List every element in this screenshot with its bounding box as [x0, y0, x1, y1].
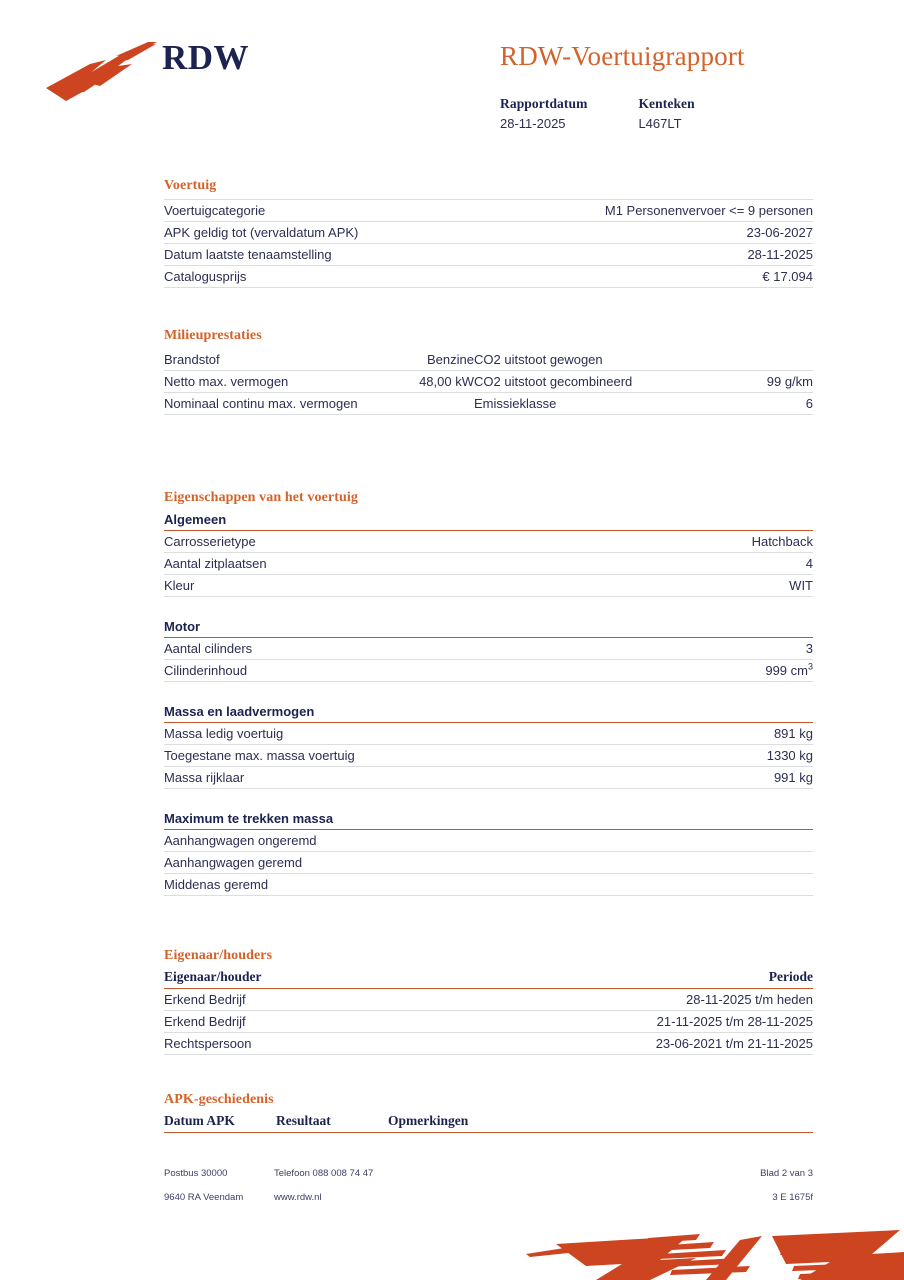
- row-label: Kleur: [164, 575, 489, 597]
- row-value-left: Benzine: [364, 349, 474, 371]
- column-header-apk-result: Resultaat: [276, 1113, 331, 1128]
- footer-form-code: 3 E 1675f: [772, 1192, 813, 1203]
- row-value-right: 6: [689, 393, 813, 415]
- section-title-eigenaren: Eigenaar/houders: [164, 948, 273, 963]
- properties-table: [164, 638, 813, 682]
- table-row: [164, 553, 813, 575]
- row-value: 3: [489, 638, 814, 660]
- row-label: Cilinderinhoud: [164, 660, 489, 682]
- subsection-title: Maximum te trekken massa: [164, 811, 334, 826]
- row-value: [489, 874, 814, 896]
- document-header: [0, 0, 904, 150]
- table-row: [164, 638, 813, 660]
- column-header-period: Periode: [768, 969, 813, 984]
- column-header-owner: Eigenaar/houder: [164, 969, 262, 984]
- table-row: [164, 222, 813, 244]
- row-value-right: 99 g/km: [689, 371, 813, 393]
- row-label-right: CO2 uitstoot gecombineerd: [474, 371, 689, 393]
- footer-line-2: [164, 1192, 813, 1216]
- section-eigenaren: [164, 948, 813, 1055]
- row-value-left: [364, 393, 474, 415]
- row-label: Toegestane max. massa voertuig: [164, 745, 489, 767]
- section-eigenschappen: [164, 490, 813, 896]
- row-value: 891 kg: [489, 723, 814, 745]
- page-title: RDW-Voertuigrapport: [500, 41, 745, 71]
- properties-table: [164, 830, 813, 896]
- row-value: 999 $cm^3$: [489, 660, 814, 682]
- row-value: [489, 830, 814, 852]
- table-row: [164, 660, 813, 682]
- table-row: [164, 989, 813, 1011]
- row-value: 28-11-2025: [489, 244, 814, 266]
- section-title-apk: APK-geschiedenis: [164, 1092, 274, 1107]
- column-header-apk-remarks: Opmerkingen: [388, 1113, 469, 1128]
- section-apk: [164, 1092, 813, 1133]
- row-label: Carrosserietype: [164, 531, 489, 553]
- footer-telephone: Telefoon 088 008 74 47: [274, 1168, 374, 1179]
- row-value: 4: [489, 553, 814, 575]
- table-row: [164, 874, 813, 896]
- eigenaren-column-headers: [164, 969, 813, 988]
- row-label: Aanhangwagen geremd: [164, 852, 489, 874]
- report-meta: [500, 96, 840, 131]
- table-row: [164, 767, 813, 789]
- owner-period: 28-11-2025 t/m heden: [489, 989, 814, 1011]
- row-value: 1330 kg: [489, 745, 814, 767]
- row-label: Aantal zitplaatsen: [164, 553, 489, 575]
- owner-name: Erkend Bedrijf: [164, 989, 489, 1011]
- footer-page-number: Blad 2 van 3: [760, 1168, 813, 1179]
- table-row: [164, 830, 813, 852]
- owner-name: Erkend Bedrijf: [164, 1011, 489, 1033]
- table-row: [164, 575, 813, 597]
- table-row: [164, 1033, 813, 1055]
- row-label: Massa rijklaar: [164, 767, 489, 789]
- footer-postbus: Postbus 30000: [164, 1168, 228, 1179]
- table-row: [164, 852, 813, 874]
- section-milieu: [164, 328, 813, 415]
- row-label: Datum laatste tenaamstelling: [164, 244, 489, 266]
- row-label: Massa ledig voertuig: [164, 723, 489, 745]
- table-row: [164, 349, 813, 371]
- row-value-left: 48,00 kW: [364, 371, 474, 393]
- table-row: [164, 244, 813, 266]
- section-title-voertuig: Voertuig: [164, 178, 217, 193]
- owner-period: 21-11-2025 t/m 28-11-2025: [489, 1011, 814, 1033]
- subsection-title: Algemeen: [164, 512, 227, 527]
- owner-period: 23-06-2021 t/m 21-11-2025: [489, 1033, 814, 1055]
- eigenaren-table: [164, 989, 813, 1055]
- row-label: Middenas geremd: [164, 874, 489, 896]
- voertuig-table: [164, 199, 813, 288]
- row-label: APK geldig tot (vervaldatum APK): [164, 222, 489, 244]
- owner-name: Rechtspersoon: [164, 1033, 489, 1055]
- row-label: Voertuigcategorie: [164, 200, 489, 222]
- footer-website: www.rdw.nl: [274, 1192, 322, 1203]
- table-row: [164, 531, 813, 553]
- table-row: [164, 266, 813, 288]
- rdw-wordmark: RDW: [162, 38, 250, 77]
- eigenschappen-groups: [164, 512, 813, 896]
- document-footer: [164, 1168, 813, 1216]
- table-row: [164, 393, 813, 415]
- row-label: Aanhangwagen ongeremd: [164, 830, 489, 852]
- properties-table: [164, 723, 813, 789]
- row-value: 991 kg: [489, 767, 814, 789]
- section-title-milieu: Milieuprestaties: [164, 328, 262, 343]
- row-label-right: CO2 uitstoot gewogen: [474, 349, 689, 371]
- section-title-eigenschappen: Eigenschappen van het voertuig: [164, 490, 358, 505]
- subsection-title: Massa en laadvermogen: [164, 704, 315, 719]
- eigenschappen-group: [164, 811, 813, 896]
- section-voertuig: [164, 178, 813, 288]
- row-value: € 17.094: [489, 266, 814, 288]
- report-date-block: [500, 96, 634, 131]
- decorative-stripes-graphic: [500, 1222, 904, 1280]
- row-value: [489, 852, 814, 874]
- table-row: [164, 1011, 813, 1033]
- license-plate-block: [638, 96, 694, 131]
- properties-table: [164, 531, 813, 597]
- rdw-feather-logo-icon: [44, 42, 162, 104]
- row-label-left: Nominaal continu max. vermogen: [164, 393, 364, 415]
- table-row: [164, 723, 813, 745]
- row-label-right: Emissieklasse: [474, 393, 689, 415]
- license-plate-value: L467LT: [638, 116, 682, 131]
- eigenschappen-group: [164, 619, 813, 682]
- table-row: [164, 371, 813, 393]
- table-row: [164, 200, 813, 222]
- footer-line-1: [164, 1168, 813, 1192]
- report-date-value: 28-11-2025: [500, 116, 566, 131]
- apk-header-rule: [164, 1132, 813, 1133]
- row-value-right: [689, 349, 813, 371]
- eigenschappen-group: [164, 704, 813, 789]
- milieu-table: [164, 349, 813, 415]
- column-header-apk-date: Datum APK: [164, 1113, 235, 1128]
- row-value: Hatchback: [489, 531, 814, 553]
- subsection-title: Motor: [164, 619, 201, 634]
- row-label-left: Brandstof: [164, 349, 364, 371]
- row-label: Catalogusprijs: [164, 266, 489, 288]
- row-label-left: Netto max. vermogen: [164, 371, 364, 393]
- row-label: Aantal cilinders: [164, 638, 489, 660]
- row-value: WIT: [489, 575, 814, 597]
- table-row: [164, 745, 813, 767]
- row-value: M1 Personenvervoer <= 9 personen: [489, 200, 814, 222]
- apk-column-headers: [164, 1113, 813, 1132]
- row-value: 23-06-2027: [489, 222, 814, 244]
- license-plate-label: Kenteken: [638, 96, 695, 111]
- eigenschappen-group: [164, 512, 813, 597]
- report-date-label: Rapportdatum: [500, 96, 588, 111]
- footer-city: 9640 RA Veendam: [164, 1192, 244, 1203]
